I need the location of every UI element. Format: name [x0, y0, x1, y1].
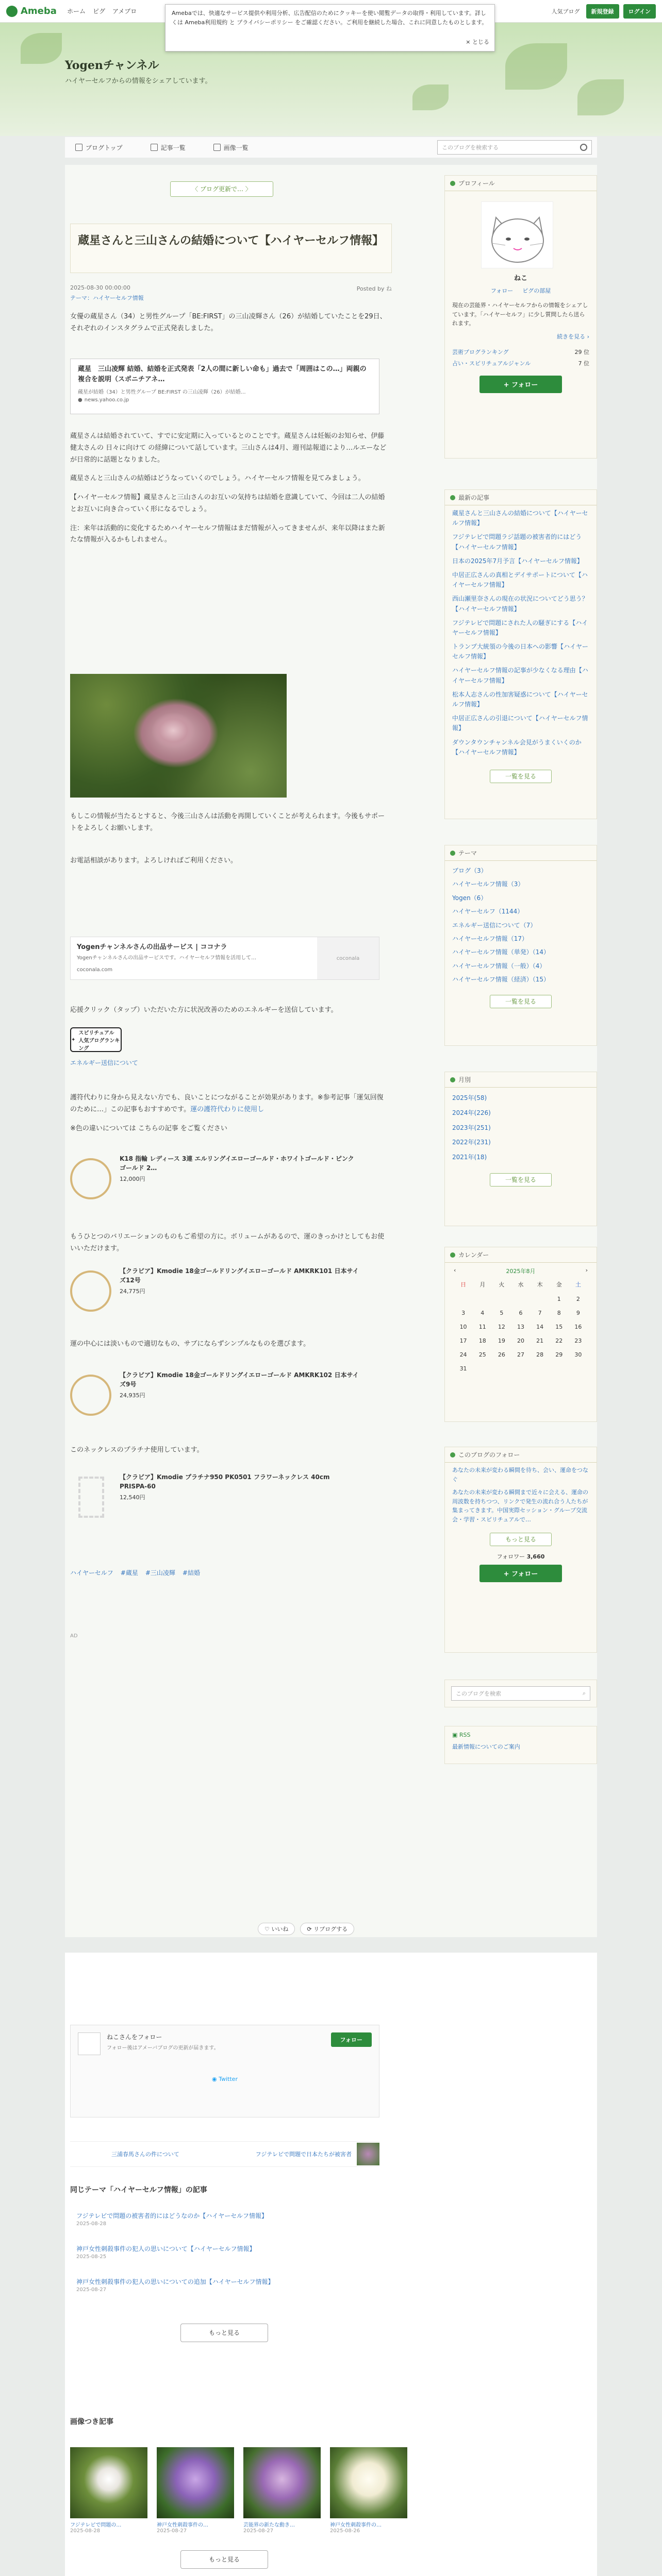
- article-body-part5: [70, 1092, 388, 1142]
- archive-item[interactable]: 2021年(18): [452, 1154, 487, 1161]
- calendar-day: [492, 1296, 511, 1302]
- ranking-badge-label: スピリチュアル 人気ブログランキング: [78, 1030, 120, 1052]
- ranking-category-link[interactable]: 芸術ブログランキング: [452, 348, 509, 355]
- ring-product-image: [70, 1375, 111, 1416]
- followers-more-button[interactable]: もっと見る: [490, 1533, 552, 1546]
- theme-item[interactable]: Yogen（6）: [452, 894, 487, 902]
- sidebar-search-input[interactable]: [451, 1686, 590, 1701]
- rose-photo: [70, 674, 287, 798]
- login-button[interactable]: ログイン: [623, 4, 656, 19]
- ameba-logo-icon: [6, 6, 18, 17]
- latest-item[interactable]: トランプ大統領の今後の日本への影響【ハイヤーセルフ情報】: [452, 643, 589, 660]
- image-article-card[interactable]: [70, 2447, 147, 2534]
- profile-name[interactable]: ねこ: [514, 275, 527, 282]
- calendar-day: [531, 1296, 550, 1302]
- nav-blog-top-label: ブログトップ: [86, 144, 123, 151]
- calendar-day: 19: [498, 1337, 505, 1344]
- latest-more-button[interactable]: 一覧を見る: [490, 770, 552, 783]
- calendar-day: 5: [500, 1310, 504, 1316]
- calendar-day: 18: [478, 1337, 486, 1344]
- profile-bio: 現在の芸能界・ハイヤーセルフからの情報をシェアしています。「ハイヤーセルフ」に少し質問したら送られます。: [452, 302, 588, 327]
- product-price: 12,000円: [120, 1176, 145, 1182]
- image-article-title: フジテレビで問題の…: [70, 2522, 122, 2528]
- calendar-day: [473, 1296, 492, 1302]
- image-article-card[interactable]: [243, 2447, 321, 2534]
- nav-article-list[interactable]: [145, 143, 191, 152]
- profile-links: [445, 286, 597, 295]
- related-date: 2025-08-28: [76, 2221, 107, 2227]
- latest-item[interactable]: 西山瀬里奈さんの現在の状況についてどう思う？【ハイヤーセルフ情報】: [452, 595, 588, 613]
- product-title: 【クラビア】Kmodie プラチナ950 PK0501 フラワーネックレス 40cm PRISPA-60: [120, 1473, 330, 1490]
- followers-box: [444, 1447, 597, 1653]
- calendar-weekday: 水: [518, 1281, 524, 1288]
- ranking-value: 29 位: [574, 348, 589, 355]
- rss-label-text: RSS: [459, 1732, 471, 1738]
- service-url: coconala.com: [77, 967, 113, 973]
- follower-body: あなたの未来が変わる瞬間まで近々に会える、運命の周波数を持ちつつ、リンクで発生の流れ合う人たちが集まってきます。中国実際セッション・グループ交流会・学習・スピリチュアルで…: [452, 1489, 588, 1523]
- article-body-part3: [70, 811, 388, 874]
- article-title: 蔵星さんと三山さんの結婚について【ハイヤーセルフ情報】: [70, 224, 392, 273]
- latest-heading: [445, 490, 597, 505]
- nav-article-list-label: 記事一覧: [160, 144, 186, 151]
- nav-image-list-label: 画像一覧: [223, 144, 249, 151]
- embed-url-text: news.yahoo.co.jp: [84, 397, 129, 403]
- register-button[interactable]: 新規登録: [586, 4, 619, 19]
- calendar-weekday: 金: [556, 1281, 562, 1288]
- image-articles-row: [70, 2447, 407, 2534]
- calendar-prev-icon[interactable]: ‹: [454, 1267, 456, 1274]
- leaf-decoration: [412, 84, 449, 110]
- calendar-day: 7: [538, 1310, 542, 1316]
- calendar-day: [473, 1365, 492, 1372]
- article-para6: お電話相談があります。よろしければご利用ください。: [70, 856, 237, 865]
- calendar-day: [454, 1296, 473, 1302]
- cookie-text: Amebaでは、快適なサービス提供や利用分析、広告配信のためにクッキーを使い閲覧データの取得・利用しています。詳しくは Ameba利用規約 と プライバシーポリシー をご確認ください。ご利用を継続した場合、これに同意したものとします。: [172, 10, 488, 26]
- popular-blog-link[interactable]: 人気ブログ: [551, 8, 580, 15]
- article-para11: 運の中心には淡いもので適切なもの、サブにならずシンプルなものを選びます。: [70, 1340, 310, 1348]
- article-author: Posted by ね: [356, 285, 392, 292]
- product-price: 12,540円: [120, 1494, 145, 1501]
- product-title: K18 指輪 レディース 3連 エルリングイエローゴールド・ホワイトゴールド・ピンクゴールド 2…: [120, 1155, 354, 1172]
- image-article-title: 神戸女性刺殺事件の…: [157, 2522, 208, 2528]
- follower-item[interactable]: あなたの未来が変わる瞬間を待ち、会い、運命をつなぐ: [452, 1467, 588, 1483]
- ranking-badge-icon: ✦: [71, 1037, 76, 1043]
- prev-next-row: [70, 2141, 379, 2167]
- sidebar-search-box: [444, 1680, 597, 1707]
- archive-heading: [445, 1072, 597, 1088]
- product-price: 24,935円: [120, 1392, 145, 1399]
- bullet-icon: [450, 1252, 455, 1258]
- related-title: フジテレビで問題の被害者的にはどうなのか【ハイヤーセルフ情報】: [76, 2212, 268, 2219]
- tag-link[interactable]: #三山凌輝: [145, 1569, 175, 1577]
- search-icon[interactable]: ⌕: [582, 1690, 586, 1697]
- profile-follow-button[interactable]: + フォロー: [479, 376, 562, 393]
- calendar-day: 3: [461, 1310, 466, 1316]
- heart-icon: ♡: [264, 1926, 272, 1933]
- article-intro: 女優の蔵星さん（34）と男性グループ「BE:FIRST」の三山凌輝さん（26）が結婚していたことを29日、それぞれのインスタグラムで正式発表しました。: [70, 313, 387, 332]
- latest-heading-label: 最新の記事: [458, 494, 490, 501]
- link-icon: ●: [78, 397, 82, 403]
- calendar-day: 22: [555, 1337, 563, 1344]
- archive-item[interactable]: 2025年(58): [452, 1094, 487, 1101]
- calendar-day: 12: [498, 1324, 505, 1330]
- product-item[interactable]: [70, 1266, 359, 1318]
- article-para3: 【ハイヤーセルフ情報】蔵星さんと三山さんのお互いの気持ちは結婚を意識していて、今回は二人の結婚とお互いに向き合っていく形になるでしょう。: [70, 494, 385, 513]
- followers-heading: [445, 1447, 597, 1463]
- calendar-day: 17: [459, 1337, 467, 1344]
- next-post-link[interactable]: フジテレビで問題で日本たちが被害者: [255, 2151, 352, 2158]
- calendar-day: 21: [536, 1337, 544, 1344]
- latest-item[interactable]: フジテレビで問題ラジ話題の被害者的にはどう【ハイヤーセルフ情報】: [452, 533, 582, 551]
- flower-thumbnail: [70, 2447, 147, 2518]
- tag-link[interactable]: #結婚: [182, 1569, 200, 1577]
- profile-avatar[interactable]: [481, 201, 553, 268]
- calendar-day: [550, 1365, 569, 1372]
- calendar-day: [531, 1365, 550, 1372]
- calendar-next-icon[interactable]: ›: [585, 1267, 588, 1274]
- embed-title: 蔵星 三山凌輝 結婚、結婚を正式発表「2人の間に新しい命も」過去で「周囲はこの…」両親の複合を説明（スポニチアネ…: [78, 365, 367, 383]
- related-title: 神戸女性刺殺事件の犯人の思いについて【ハイヤーセルフ情報】: [76, 2245, 256, 2252]
- nav-pigg[interactable]: ピグ: [92, 8, 105, 15]
- latest-list: [445, 505, 597, 765]
- follow-panel: [70, 2025, 379, 2117]
- image-more-button[interactable]: もっと見る: [180, 2550, 268, 2569]
- calendar-day: 26: [498, 1351, 505, 1358]
- sidebar-search-placeholder: このブログを検索: [456, 1690, 501, 1697]
- same-theme-heading: 同じテーマ「ハイヤーセルフ情報」の記事: [70, 2186, 207, 2194]
- follow-panel-title: ねこさんをフォロー: [107, 2033, 162, 2041]
- calendar-day: 30: [574, 1351, 582, 1358]
- flower-thumbnail: [243, 2447, 321, 2518]
- blog-description: ハイヤーセルフからの情報をシェアしています。: [65, 77, 212, 85]
- follow-panel-row: [71, 2025, 379, 2062]
- calendar-day: 15: [555, 1324, 563, 1330]
- calendar: [454, 1267, 588, 1372]
- follow-panel-button[interactable]: フォロー: [331, 2032, 372, 2047]
- theme-box: [444, 845, 597, 1046]
- followers-list: [445, 1463, 597, 1528]
- related-item[interactable]: [76, 2244, 256, 2260]
- image-article-date: 2025-08-28: [70, 2528, 101, 2534]
- article-body-part2: [70, 431, 388, 553]
- calendar-day: 31: [459, 1365, 467, 1372]
- theme-item[interactable]: エネルギー送信について（7）: [452, 921, 537, 929]
- necklace-product-image: [78, 1477, 104, 1518]
- nav-ameblo[interactable]: アメブロ: [112, 8, 137, 15]
- product-item[interactable]: [70, 1370, 359, 1422]
- calendar-day: 9: [576, 1310, 580, 1316]
- follower-count-row: [445, 1552, 597, 1561]
- article-body-part4: [70, 1005, 388, 1024]
- latest-articles-box: [444, 489, 597, 819]
- related-title: 神戸女性刺殺事件の犯人の思いについての追加【ハイヤーセルフ情報】: [76, 2278, 274, 2285]
- prev-post-link[interactable]: 三浦春馬さんの件について: [111, 2151, 179, 2158]
- latest-item[interactable]: ハイヤーセルフ情報の記事が少なくなる理由【ハイヤーセルフ情報】: [452, 667, 588, 684]
- article-body-part6: [70, 1231, 388, 1262]
- ameba-logo[interactable]: [6, 6, 57, 17]
- calendar-box: [444, 1247, 597, 1422]
- ring-product-image: [70, 1158, 111, 1199]
- profile-follow-link[interactable]: フォロー: [490, 287, 514, 294]
- twitter-link[interactable]: [71, 2076, 379, 2082]
- product-title: 【クラビア】Kmodie 18金ゴールドリングイエローゴールド AMKRK102 日本サイズ9号: [120, 1371, 359, 1388]
- image-article-date: 2025-08-27: [157, 2528, 187, 2534]
- theme-item[interactable]: ハイヤーセルフ（1144）: [452, 908, 524, 916]
- article-para8: [70, 1092, 388, 1116]
- list-icon: [151, 144, 158, 151]
- archive-item[interactable]: 2024年(226): [452, 1109, 491, 1116]
- home-icon: [75, 144, 82, 151]
- reaction-row: [258, 1923, 354, 1935]
- calendar-day: 2: [576, 1296, 580, 1302]
- bullet-icon: [450, 851, 455, 856]
- ranking-row: [445, 345, 597, 359]
- next-post[interactable]: [256, 2143, 379, 2165]
- service-thumbnail: coconala: [317, 937, 379, 979]
- image-icon: [213, 144, 221, 151]
- calendar-day: 27: [517, 1351, 524, 1358]
- follow-panel-avatar: [78, 2032, 101, 2055]
- image-article-date: 2025-08-26: [330, 2528, 360, 2534]
- latest-item[interactable]: 中居正広さんの真相とデイサポートについて【ハイヤーセルフ情報】: [452, 571, 588, 589]
- calendar-day: 25: [478, 1351, 486, 1358]
- image-article-date: 2025-08-27: [243, 2528, 274, 2534]
- prev-article-link[interactable]: 〈 ブログ更新で… 〉: [170, 181, 273, 197]
- ranking-row: [445, 359, 597, 367]
- archive-heading-label: 月別: [458, 1076, 471, 1083]
- cookie-notice: [165, 4, 495, 52]
- calendar-heading-label: カレンダー: [458, 1251, 489, 1259]
- theme-item[interactable]: ハイヤーセルフ情報（単発）（14）: [452, 948, 550, 956]
- article-para8-text: 護符代わりに身から見えない方でも、良いことにつながることが効果があります。※参考記事「運気回復のために…」この記事もおすすめです。: [70, 1094, 384, 1113]
- archive-item[interactable]: 2023年(251): [452, 1124, 491, 1131]
- calendar-heading: [445, 1247, 597, 1263]
- leaf-decoration: [21, 33, 62, 64]
- related-date: 2025-08-25: [76, 2254, 107, 2260]
- energy-link[interactable]: エネルギー送信について: [70, 1059, 138, 1066]
- theme-item[interactable]: ブログ（3）: [452, 867, 487, 874]
- calendar-day: 1: [557, 1296, 561, 1302]
- theme-heading-label: テーマ: [458, 850, 477, 857]
- image-article-title: 芸能界の新たな動き…: [243, 2522, 295, 2528]
- embed-url: [78, 397, 372, 403]
- calendar-weekday: 木: [537, 1281, 543, 1288]
- followers-heading-label: このブログのフォロー: [458, 1451, 520, 1459]
- article-meta: [70, 284, 392, 301]
- rss-link[interactable]: 最新情報についてのご案内: [452, 1743, 520, 1750]
- leaf-decoration: [577, 79, 624, 115]
- latest-item[interactable]: フジテレビで問題にされた人の騒ぎにする【ハイヤーセルフ情報】: [452, 619, 588, 636]
- calendar-day: [511, 1365, 530, 1372]
- calendar-day: [569, 1365, 588, 1372]
- bullet-icon: [450, 1077, 455, 1082]
- news-embed-card[interactable]: [70, 359, 379, 414]
- service-description: Yogenチャンネルさんの出品サービスです。ハイヤーセルフ情報を活用して…: [77, 955, 257, 961]
- search-placeholder: このブログを検索する: [442, 144, 499, 151]
- calendar-day: 6: [519, 1310, 523, 1316]
- article-para5: もしこの情報が当たるとすると、今後三山さんは活動を再開していくことが考えられます。今後もサポートをよろしくお願いします。: [70, 812, 385, 832]
- theme-item[interactable]: ハイヤーセルフ情報（一般）（4）: [452, 962, 546, 970]
- reblog-label: リブログする: [313, 1926, 348, 1933]
- archive-box: [444, 1072, 597, 1226]
- profile-heading: [445, 176, 597, 191]
- calendar-weekday: 火: [499, 1281, 505, 1288]
- follower-count: 3,660: [526, 1553, 545, 1560]
- amulet-link[interactable]: 運の護符代わりに使用し: [190, 1105, 264, 1113]
- product-item[interactable]: [70, 1154, 359, 1206]
- theme-item[interactable]: ハイヤーセルフ情報（3）: [452, 880, 524, 888]
- cookie-close-button[interactable]: × とじる: [466, 39, 489, 46]
- followers-follow-button[interactable]: + フォロー: [479, 1565, 562, 1582]
- article-body: [70, 311, 388, 342]
- related-item[interactable]: [76, 2211, 268, 2227]
- article-para7: 応援クリック（タップ）いただいた方に状況改善のためのエネルギーを送信しています。: [70, 1006, 338, 1014]
- ameba-logo-text: Ameba: [21, 6, 57, 16]
- leaf-decoration: [505, 43, 567, 90]
- flower-thumbnail: [330, 2447, 407, 2518]
- article-para12: このネックレスのプラチナ使用しています。: [70, 1446, 204, 1454]
- cat-avatar-icon: [482, 202, 554, 269]
- theme-more-button[interactable]: 一覧を見る: [490, 995, 552, 1008]
- nav-image-list[interactable]: [208, 143, 254, 152]
- theme-item[interactable]: ハイヤーセルフ情報（17）: [452, 935, 528, 942]
- twitter-icon: ◉: [212, 2076, 219, 2082]
- rss-box: [444, 1726, 597, 1764]
- image-article-card[interactable]: [330, 2447, 407, 2534]
- image-article-card[interactable]: [157, 2447, 234, 2534]
- search-icon[interactable]: [580, 144, 587, 151]
- related-date: 2025-08-27: [76, 2287, 107, 2293]
- archive-more-button[interactable]: 一覧を見る: [490, 1173, 552, 1187]
- spiritual-ranking-badge[interactable]: [70, 1027, 122, 1052]
- latest-item[interactable]: ダウンタウンチャンネル会見がうまくいくのか【ハイヤーセルフ情報】: [452, 738, 582, 756]
- latest-item[interactable]: 中居正広さんの引退について【ハイヤーセルフ情報】: [452, 715, 588, 732]
- latest-item[interactable]: 松本人志さんの性加害疑惑について【ハイヤーセルフ情報】: [452, 690, 588, 708]
- calendar-day: 29: [555, 1351, 563, 1358]
- article-para2: 蔵星さんと三山さんの結婚はどうなっていくのでしょう。ハイヤーセルフ情報を見てみましょう。: [70, 474, 365, 483]
- bullet-icon: [450, 495, 455, 500]
- blog-search-input[interactable]: [437, 140, 592, 155]
- latest-item[interactable]: 日本の2025年7月予言【ハイヤーセルフ情報】: [452, 557, 583, 565]
- calendar-day: 20: [517, 1337, 524, 1344]
- profile-heading-label: プロフィール: [458, 180, 495, 187]
- calendar-day: [492, 1365, 511, 1372]
- tag-link[interactable]: #蔵星: [120, 1569, 138, 1577]
- like-label: いいね: [271, 1926, 289, 1933]
- rss-icon: ▣: [452, 1732, 459, 1738]
- profile-box: [444, 175, 597, 459]
- calendar-day: 13: [517, 1324, 524, 1330]
- calendar-weekday: 月: [479, 1281, 486, 1288]
- product-title: 【クラビア】Kmodie 18金ゴールドリングイエローゴールド AMKRK101 日本サイズ12号: [120, 1267, 359, 1284]
- like-button[interactable]: [258, 1923, 295, 1935]
- next-post-thumbnail: [357, 2143, 379, 2165]
- calendar-day: 23: [574, 1337, 582, 1344]
- article-tags: [70, 1568, 200, 1577]
- nav-blog-top[interactable]: [70, 143, 128, 152]
- follow-panel-desc: フォロー後はアメーバブログの更新が届きます。: [107, 2045, 219, 2051]
- article-para9: ※色の違いについては こちらの記事 をご覧ください: [70, 1124, 227, 1132]
- article-date: 2025-08-30 00:00:00: [70, 284, 130, 291]
- latest-item[interactable]: 蔵星さんと三山さんの結婚について【ハイヤーセルフ情報】: [452, 510, 588, 527]
- theme-heading: [445, 845, 597, 861]
- calendar-day: 24: [459, 1351, 467, 1358]
- service-embed-card[interactable]: [70, 937, 379, 980]
- calendar-day: 4: [481, 1310, 485, 1316]
- calendar-grid: [454, 1280, 588, 1372]
- product-item[interactable]: [70, 1472, 359, 1524]
- article-para10: もうひとつのバリエーションのものもご希望の方に。ボリュームがあるので、運のきっかけとしてもお使いいただけます。: [70, 1233, 385, 1252]
- profile-pigg-link[interactable]: ピグの部屋: [522, 287, 551, 294]
- article-body-part8: [70, 1445, 388, 1464]
- global-nav: [65, 137, 597, 158]
- bullet-icon: [450, 181, 455, 186]
- twitter-label: Twitter: [219, 2076, 238, 2082]
- calendar-weekday: 土: [575, 1281, 581, 1288]
- article-theme-link[interactable]: テーマ：ハイヤーセルフ情報: [70, 295, 144, 301]
- reblog-button[interactable]: [300, 1923, 354, 1935]
- reblog-icon: ⟳: [307, 1926, 314, 1933]
- calendar-day: 14: [536, 1324, 544, 1330]
- image-article-title: 神戸女性刺殺事件の…: [330, 2522, 382, 2528]
- theme-item[interactable]: ハイヤーセルフ情報（経済）（15）: [452, 976, 550, 984]
- article-para1: 蔵星さんは結婚されていて、すでに安定期に入っているとのことです。蔵星さんは妊娠のお知らせ、伊藤健太さんの 日々に向けて の経緯について話しています。三山さんは4月、週刊誌報道により…ルエーなどが日常的に話題となりました。: [70, 432, 387, 464]
- article-body-part7: [70, 1338, 388, 1358]
- embed-description: 蔵星が結婚（34）と男性グループ BE:FIRST の三山凌輝（26）が結婚…: [78, 389, 246, 395]
- blog-title[interactable]: Yogenチャンネル: [65, 59, 159, 72]
- ranking-value: 7 位: [578, 360, 589, 367]
- related-more-button[interactable]: もっと見る: [180, 2324, 268, 2342]
- rss-label: [452, 1732, 589, 1738]
- ad-label: AD: [70, 1633, 78, 1639]
- bullet-icon: [450, 1452, 455, 1458]
- calendar-day: [511, 1296, 530, 1302]
- ranking-category-link[interactable]: 占い・スピリチュアルジャンル: [452, 360, 531, 367]
- tag-link[interactable]: ハイヤーセルフ: [70, 1569, 113, 1577]
- product-price: 24,775円: [120, 1288, 145, 1295]
- calendar-day: 28: [536, 1351, 544, 1358]
- nav-home[interactable]: ホーム: [67, 8, 86, 15]
- calendar-weekday: 日: [460, 1281, 467, 1288]
- archive-list: [445, 1088, 597, 1168]
- profile-more-link[interactable]: 続きを見る ›: [557, 333, 589, 340]
- related-item[interactable]: [76, 2277, 274, 2293]
- calendar-day: 11: [478, 1324, 486, 1330]
- image-articles-heading: 画像つき記事: [70, 2418, 113, 2426]
- theme-list: [445, 861, 597, 990]
- ring-product-image: [70, 1270, 111, 1312]
- archive-item[interactable]: 2022年(231): [452, 1139, 491, 1146]
- flower-thumbnail: [157, 2447, 234, 2518]
- follower-count-label: フォロワー: [496, 1553, 525, 1560]
- article-para4: 注：来年は活動的に変化するためハイヤーセルフ情報はまだ情報が入ってきませんが、来年以降はまた新たな情報が入るかもしれません。: [70, 524, 385, 544]
- service-title: Yogenチャンネルさんの出品サービス | ココナラ: [77, 943, 227, 951]
- calendar-day: 8: [557, 1310, 561, 1316]
- calendar-month: 2025年8月: [506, 1268, 536, 1275]
- calendar-nav: [454, 1267, 588, 1275]
- calendar-day: 10: [459, 1324, 467, 1330]
- calendar-day: 16: [574, 1324, 582, 1330]
